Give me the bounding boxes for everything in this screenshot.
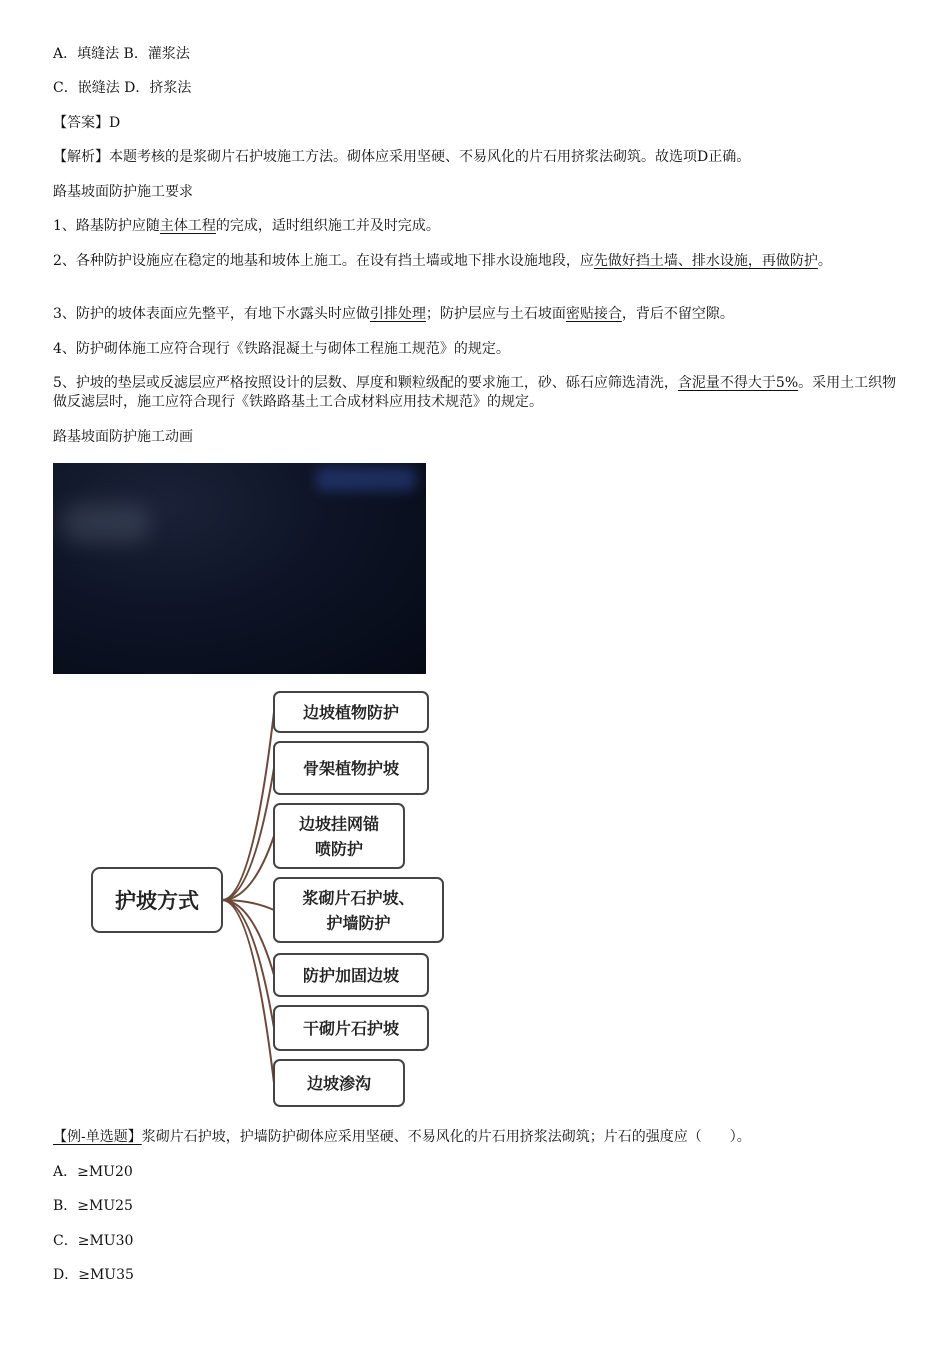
animation-video-frame[interactable] (53, 463, 426, 674)
mindmap-connector (222, 768, 274, 900)
requirement-2 (53, 252, 898, 271)
requirement-1 (53, 217, 898, 236)
req5-text-a: 5、护坡的垫层或反滤层应严格按照设计的层数、厚度和颗粒级配的要求施工，砂、砾石应筛选清洗， (53, 375, 678, 391)
mindmap-branch-label: 护墙防护 (326, 913, 391, 933)
req1-underlined: 主体工程 (159, 218, 216, 234)
req3-text-c: ，背后不留空隙。 (621, 306, 734, 322)
req5-underlined: 含泥量不得大于5% (677, 375, 799, 391)
choice-d[interactable]: D．≥MU35 (53, 1267, 134, 1283)
question-text: 浆砌片石护坡，护墙防护砌体应采用坚硬、不易风化的片石用挤浆法砌筑；片石的强度应（ ）。 (141, 1129, 751, 1145)
req3-text-b: ；防护层应与土石坡面 (425, 306, 566, 322)
option-line-ab: A．填缝法 B．灌浆法 (53, 46, 190, 62)
mindmap-branch-label: 浆砌片石护坡、 (302, 888, 415, 908)
option-line-cd: C．嵌缝法 D．挤浆法 (53, 80, 192, 96)
choice-a[interactable]: A．≥MU20 (53, 1164, 133, 1180)
choice-c[interactable]: C．≥MU30 (53, 1233, 134, 1249)
mindmap-root-label: 护坡方式 (115, 889, 199, 913)
req3-underlined-2: 密贴接合 (565, 306, 622, 322)
choice-b[interactable]: B．≥MU25 (53, 1198, 133, 1214)
requirement-4: 4、防护砌体施工应符合现行《铁路混凝土与砌体工程施工规范》的规定。 (53, 341, 510, 357)
req5-text-b: 。采用土工织物做反滤层时，施工应符合现行《铁路路基土工合成材料应用技术规范》的规定。 (53, 375, 897, 410)
video-light-blur-left (61, 503, 151, 543)
req1-text-a: 1、路基防护应随 (53, 218, 160, 234)
req3-underlined-1: 引排处理 (369, 306, 426, 322)
req2-underlined: 先做好挡土墙、排水设施，再做防护 (593, 253, 818, 269)
mindmap-branch-label: 骨架植物护坡 (302, 759, 400, 778)
req1-text-b: 的完成，适时组织施工并及时完成。 (215, 218, 440, 234)
mindmap-branch-label: 防护加固边坡 (302, 966, 400, 985)
mindmap-branch-label: 喷防护 (314, 839, 364, 859)
answer-line: 【答案】D (53, 115, 121, 131)
req3-text-a: 3、防护的坡体表面应先整平，有地下水露头时应做 (53, 306, 370, 322)
mindmap-branch-label: 干砌片石护坡 (302, 1019, 400, 1038)
mindmap-branch-label: 边坡渗沟 (306, 1074, 372, 1093)
requirement-3 (53, 305, 898, 324)
slope-protection-mindmap (0, 680, 500, 1120)
section-title-animation: 路基坡面防护施工动画 (53, 429, 193, 445)
analysis-line: 【解析】本题考核的是浆砌片石护坡施工方法。砌体应采用坚硬、不易风化的片石用挤浆法砌筑。故选项D正确。 (53, 149, 751, 165)
requirement-5 (53, 374, 898, 412)
video-light-blur (316, 467, 416, 491)
section-title-requirements: 路基坡面防护施工要求 (53, 184, 193, 200)
question-tag: 【例-单选题】 (53, 1129, 142, 1145)
mindmap-branch-label: 边坡挂网锚 (298, 814, 380, 834)
req2-text-b: 。 (817, 253, 832, 269)
mindmap-connector (222, 836, 274, 900)
mindmap-branch-label: 边坡植物防护 (302, 703, 400, 722)
mindmap-connector (222, 900, 274, 1028)
req2-text-a: 2、各种防护设施应在稳定的地基和坡体上施工。在设有挡土墙或地下排水设施地段，应 (53, 253, 594, 269)
question-line (53, 1128, 898, 1147)
